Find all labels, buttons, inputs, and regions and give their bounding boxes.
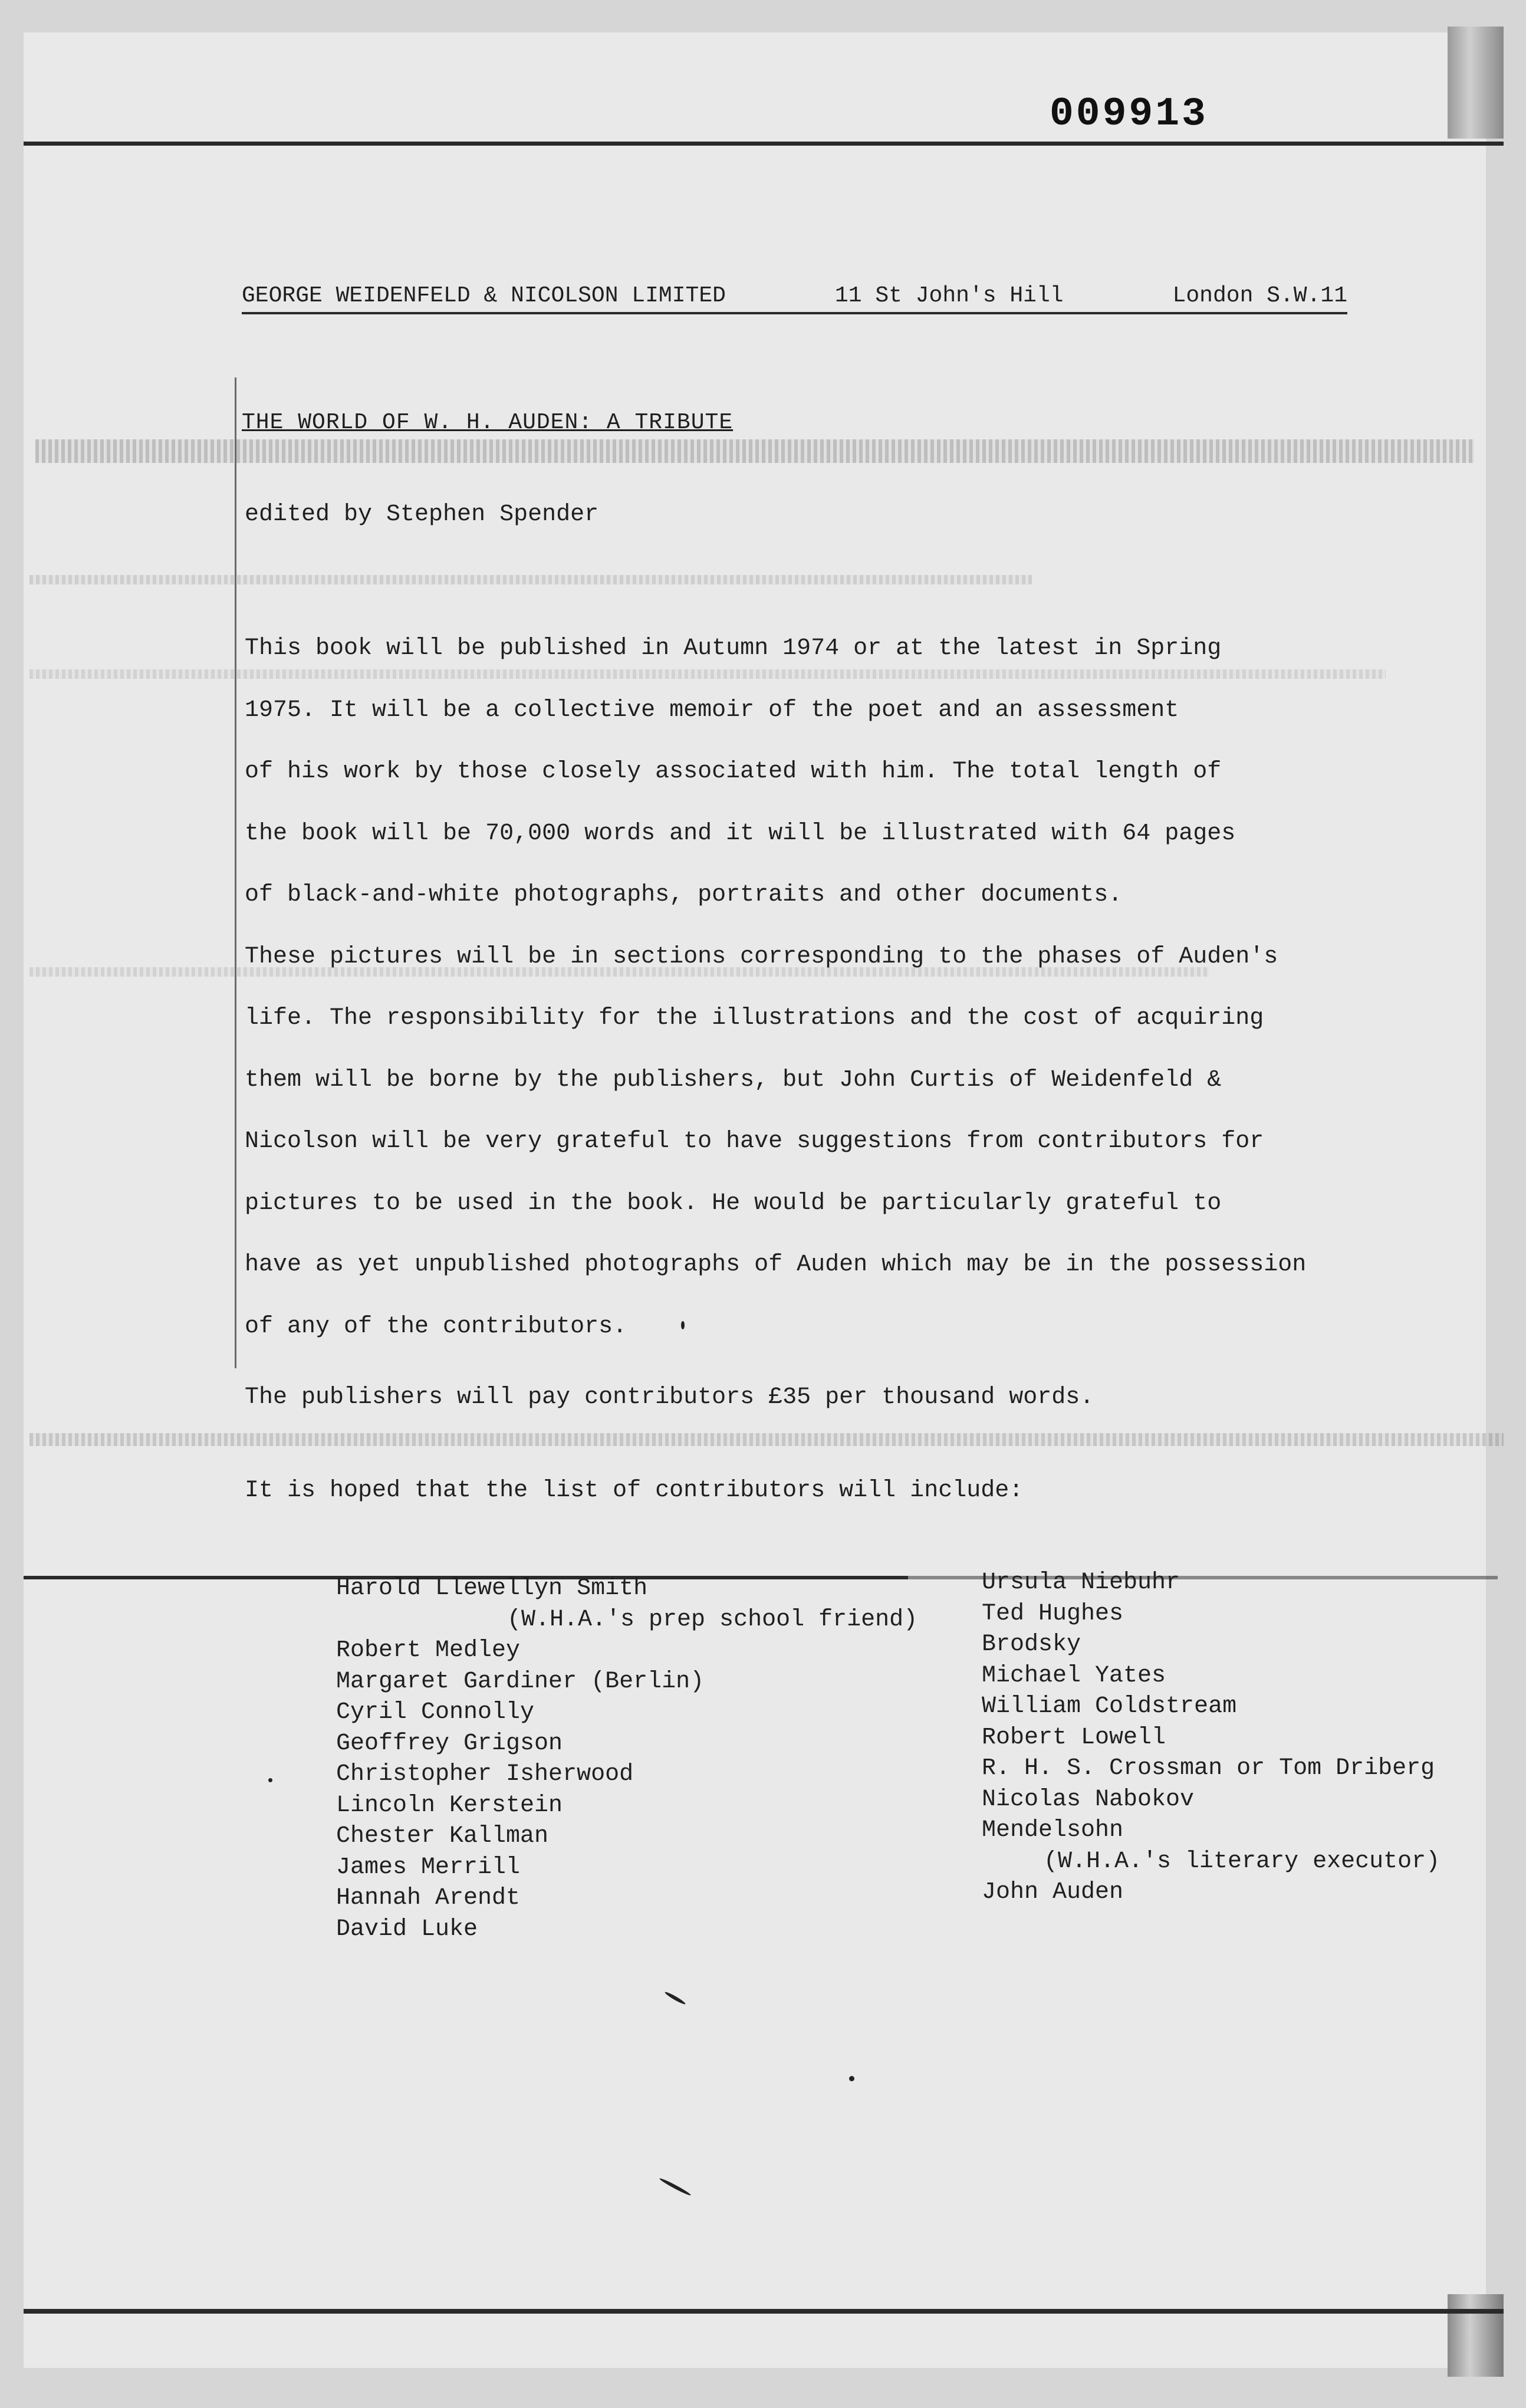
copy-smudge	[35, 439, 1474, 463]
body-line: pictures to be used in the book. He would be particularly grateful to	[245, 1190, 1222, 1217]
body-line: These pictures will be in sections corresponding to the phases of Auden's	[245, 943, 1278, 970]
contributor-name: Harold Llewellyn Smith	[336, 1575, 648, 1602]
contributor-name: Christopher Isherwood	[336, 1761, 634, 1788]
letterhead-city: London S.W.11	[1172, 283, 1347, 308]
body-line: of black-and-white photographs, portraits and other documents.	[245, 882, 1123, 908]
body-line: 1975. It will be a collective memoir of the poet and an assessment	[245, 697, 1179, 724]
body-line: them will be borne by the publishers, but John Curtis of Weidenfeld &	[245, 1066, 1222, 1093]
body-line: This book will be published in Autumn 1974 or at the latest in Spring	[245, 635, 1222, 662]
contributors-intro: It is hoped that the list of contributors will include:	[245, 1477, 1024, 1504]
book-title: THE WORLD OF W. H. AUDEN: A TRIBUTE	[242, 410, 734, 435]
contributor-name: Margaret Gardiner (Berlin)	[336, 1668, 705, 1695]
contributor-name: Lincoln Kerstein	[336, 1792, 563, 1819]
letterhead-company: GEORGE WEIDENFELD & NICOLSON LIMITED	[242, 283, 726, 308]
contributor-name: Michael Yates	[982, 1662, 1166, 1689]
page-edge-top-right	[1448, 27, 1504, 139]
contributor-name: Ursula Niebuhr	[982, 1569, 1180, 1596]
top-border-line	[24, 142, 1504, 146]
body-line: life. The responsibility for the illustrations and the cost of acquiring	[245, 1005, 1264, 1031]
contributor-name: James Merrill	[336, 1854, 521, 1881]
editor-line: edited by Stephen Spender	[245, 501, 599, 528]
body-line: of any of the contributors.	[245, 1313, 627, 1340]
body-paragraph	[245, 618, 1412, 1358]
bottom-border-line	[24, 2309, 1504, 2314]
contributors-list-right	[982, 1568, 1440, 1908]
body-line: of his work by those closely associated with him. The total length of	[245, 758, 1222, 785]
contributor-name: William Coldstream	[982, 1693, 1237, 1720]
ink-speck	[268, 1778, 272, 1782]
body-line: Nicolson will be very grateful to have suggestions from contributors for	[245, 1128, 1264, 1155]
contributor-name: Brodsky	[982, 1631, 1081, 1658]
body-line: have as yet unpublished photographs of Auden which may be in the possession	[245, 1251, 1307, 1278]
contributor-name: Mendelsohn	[982, 1817, 1124, 1844]
contributor-name: Ted Hughes	[982, 1600, 1124, 1627]
letterhead-street: 11 St John's Hill	[834, 283, 1064, 308]
contributor-name: Hannah Arendt	[336, 1885, 521, 1911]
left-margin-line	[235, 377, 236, 1368]
ink-speck	[681, 1321, 685, 1329]
body-line: the book will be 70,000 words and it will be illustrated with 64 pages	[245, 820, 1236, 847]
payment-line: The publishers will pay contributors £35 per thousand words.	[245, 1384, 1094, 1411]
contributor-name: R. H. S. Crossman or Tom Driberg	[982, 1755, 1435, 1782]
contributor-name: Nicolas Nabokov	[982, 1786, 1195, 1813]
copy-smudge	[29, 575, 1032, 584]
copy-smudge	[29, 1433, 1504, 1446]
contributor-name: Robert Medley	[336, 1637, 521, 1664]
contributor-name: Geoffrey Grigson	[336, 1730, 563, 1757]
contributor-name: (W.H.A.'s literary executor)	[1044, 1848, 1441, 1875]
contributor-name: John Auden	[982, 1879, 1124, 1906]
contributor-name: David Luke	[336, 1916, 478, 1943]
contributor-name: Cyril Connolly	[336, 1699, 535, 1726]
contributor-name: Robert Lowell	[982, 1724, 1166, 1751]
letterhead	[242, 283, 1347, 314]
page-edge-bottom-right	[1448, 2294, 1504, 2377]
contributors-list-left	[336, 1573, 917, 1945]
document-number: 009913	[1050, 91, 1208, 137]
ink-speck	[849, 2076, 854, 2081]
contributor-name: Chester Kallman	[336, 1823, 549, 1849]
contributor-name: (W.H.A.'s prep school friend)	[507, 1606, 918, 1633]
